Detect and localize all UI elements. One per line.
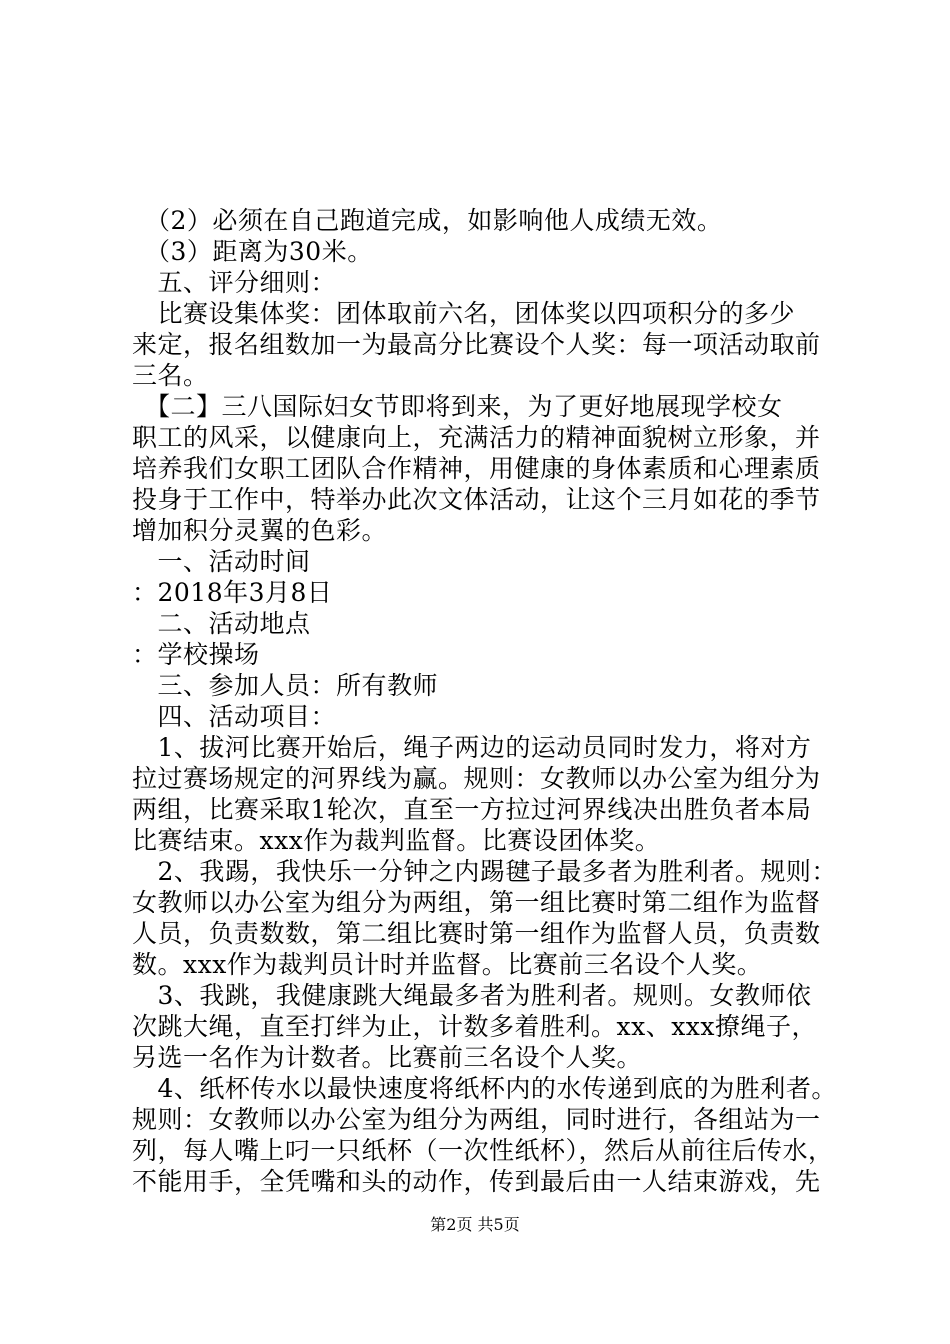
text-line: 3、我跳，我健康跳大绳最多者为胜利者。规则。女教师依 <box>132 981 812 1010</box>
text-line: 另选一名作为计数者。比赛前三名设个人奖。 <box>132 1043 643 1072</box>
text-line: 4、纸杯传水以最快速度将纸杯内的水传递到底的为胜利者。 <box>132 1074 837 1103</box>
text-line: 【二】三八国际妇女节即将到来，为了更好地展现学校女 <box>132 392 783 421</box>
section-heading: 一、活动时间 <box>132 547 311 576</box>
section-heading: 二、活动地点 <box>132 609 311 638</box>
text-line: 列，每人嘴上叼一只纸杯（一次性纸杯），然后从前往后传水， <box>132 1136 834 1165</box>
text-line: ：学校操场 <box>132 640 260 669</box>
text-line: 次跳大绳，直至打绊为止，计数多着胜利。xx、xxx撩绳子， <box>132 1012 817 1041</box>
text-line: 不能用手，全凭嘴和头的动作，传到最后由一人结束游戏，先 <box>132 1167 821 1196</box>
text-line: 规则：女教师以办公室为组分为两组，同时进行，各组站为一 <box>132 1105 821 1134</box>
section-heading: 三、参加人员：所有教师 <box>132 671 439 700</box>
text-line: 2、我踢，我快乐一分钟之内踢毽子最多者为胜利者。规则： <box>132 857 837 886</box>
text-line: 两组，比赛采取1轮次，直至一方拉过河界线决出胜负者本局 <box>132 795 812 824</box>
text-line: 1、拔河比赛开始后，绳子两边的运动员同时发力，将对方 <box>132 733 812 762</box>
text-line: 比赛结束。xxx作为裁判监督。比赛设团体奖。 <box>132 826 661 855</box>
text-line: （2）必须在自己跑道完成，如影响他人成绩无效。 <box>132 206 723 235</box>
text-line: 增加积分灵翼的色彩。 <box>132 516 388 545</box>
text-line: 拉过赛场规定的河界线为赢。规则：女教师以办公室为组分为 <box>132 764 821 793</box>
text-line: ：2018年3月8日 <box>132 578 333 607</box>
text-line: 职工的风采，以健康向上，充满活力的精神面貌树立形象，并 <box>132 423 821 452</box>
text-line: 比赛设集体奖：团体取前六名，团体奖以四项积分的多少 <box>132 299 796 328</box>
section-heading: 四、活动项目： <box>132 702 337 731</box>
section-heading: 五、评分细则： <box>132 268 337 297</box>
text-line: 来定，报名组数加一为最高分比赛设个人奖：每一项活动取前 <box>132 330 821 359</box>
text-line: 数。xxx作为裁判员计时并监督。比赛前三名设个人奖。 <box>132 950 763 979</box>
text-line: 女教师以办公室为组分为两组，第一组比赛时第二组作为监督 <box>132 888 821 917</box>
page-number-footer: 第2页 共5页 <box>430 1215 520 1234</box>
text-line: 投身于工作中，特举办此次文体活动，让这个三月如花的季节 <box>132 485 821 514</box>
document-body <box>132 205 862 1197</box>
text-line: 培养我们女职工团队合作精神，用健康的身体素质和心理素质 <box>132 454 821 483</box>
text-line: （3）距离为30米。 <box>132 237 373 266</box>
text-line: 三名。 <box>132 361 209 390</box>
text-line: 人员，负责数数，第二组比赛时第一组作为监督人员，负责数 <box>132 919 821 948</box>
